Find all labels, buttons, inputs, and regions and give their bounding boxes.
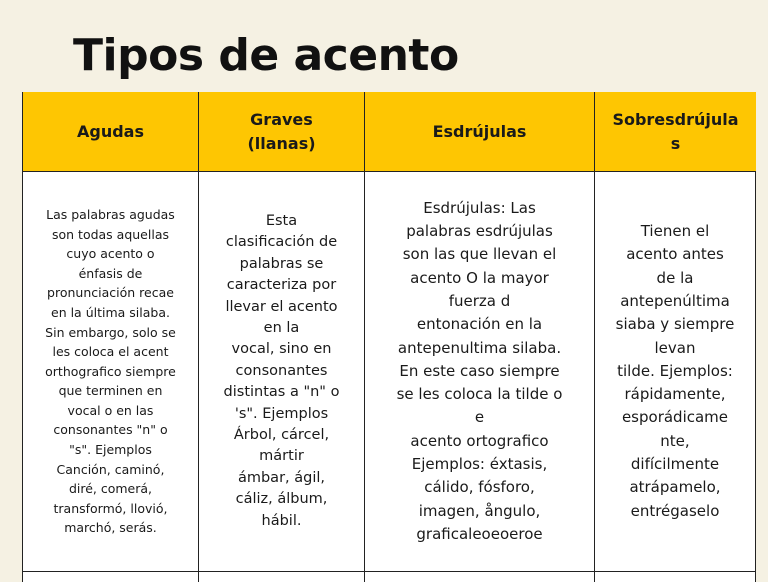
table-row-empty: [594, 571, 756, 582]
header-esdrujulas: Esdrújulas: [364, 92, 594, 171]
accent-types-table: [22, 92, 756, 582]
page-title: Tipos de acento: [73, 30, 459, 81]
cell-graves: Esta clasificación de palabras se caracteriza por llevar el acento en la vocal, sino en consonantes distintas a "n" o 's". Ejemplos Árbol, cárcel, mártir ámbar, ágil, cáliz, álbum, hábil.: [198, 171, 364, 571]
table-row-empty: [22, 571, 198, 582]
cell-esdrujulas: Esdrújulas: Las palabras esdrújulas son las que llevan el acento O la mayor fuerza d entonación en la antepenultima silaba. En este caso siempre se les coloca la tilde o e acento ortografico Ejemplos: éxtasis, cálido, fósforo, imagen, ångulo, graficaleoeoeroe: [364, 171, 594, 571]
cell-sobresdrujulas: Tienen el acento antes de la antepenúltima siaba y siempre levan tilde. Ejemplos: rápidamente, esporádicame nte, difícilmente atrápamelo, entrégaselo: [594, 171, 756, 571]
table-row-empty: [364, 571, 594, 582]
header-graves: Graves (llanas): [198, 92, 364, 171]
table-row-empty: [198, 571, 364, 582]
header-agudas: Agudas: [22, 92, 198, 171]
header-sobresdrujulas: Sobresdrújula s: [594, 92, 756, 171]
cell-agudas: Las palabras agudas son todas aquellas cuyo acento o énfasis de pronunciación recae en la última silaba. Sin embargo, solo se les coloca el acent orthografico siempre que terminen en vocal o en las consonantes "n" o "s". Ejemplos Canción, caminó, diré, comerá, transformó, llovió, marchó, serás.: [22, 171, 198, 571]
